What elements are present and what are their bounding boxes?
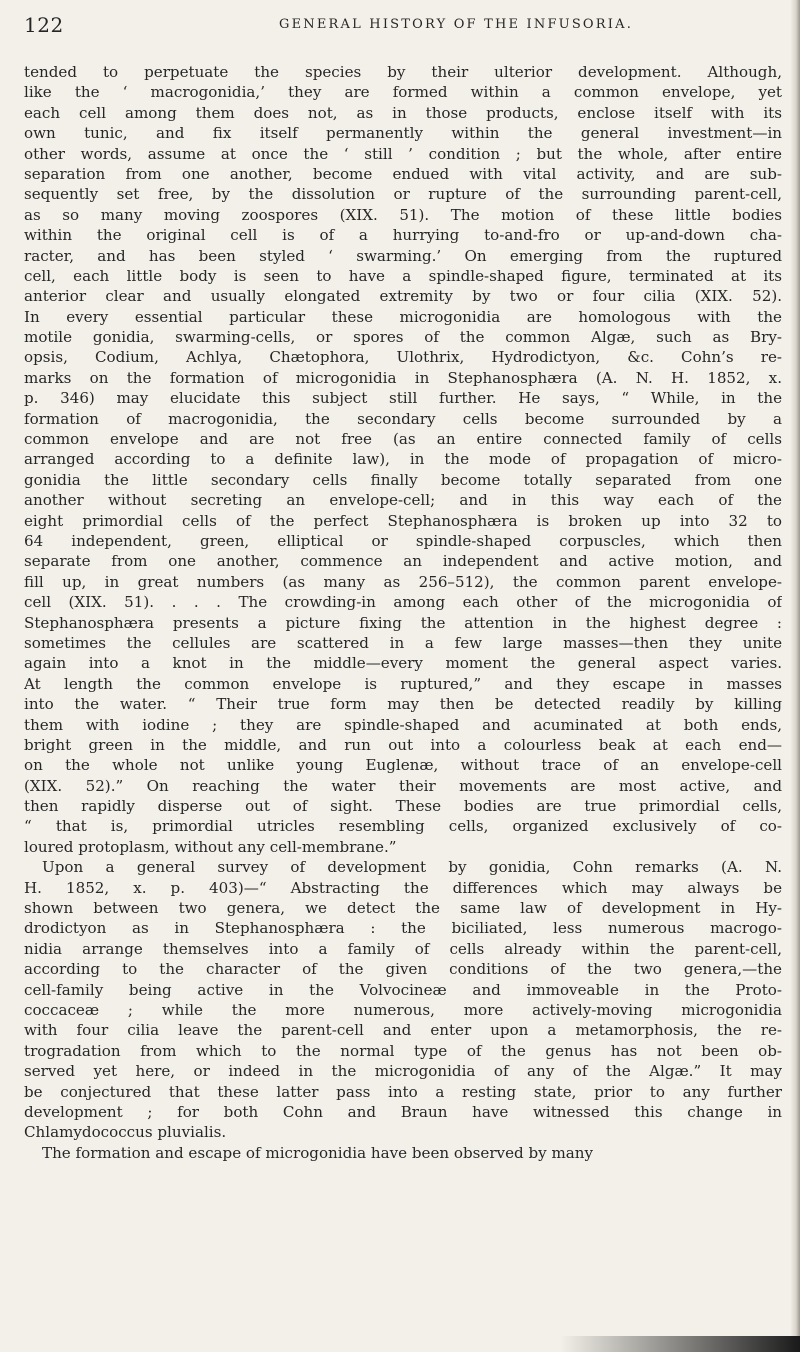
text-line: 64 independent, green, elliptical or spindle-shaped corpuscles, which then [24,531,782,550]
text-line: be conjectured that these latter pass into a resting state, prior to any further [24,1082,782,1101]
text-line: Upon a general survey of development by gonidia, Cohn remarks (A. N. [42,858,782,877]
text-line: Stephanosphæra presents a picture fixing the attention in the highest degree : [24,613,782,632]
text-line: anterior clear and usually elongated extremity by two or four cilia (XIX. 52). [24,287,782,306]
text-line: like the ‘ macrogonidia,’ they are formed within a common envelope, yet [24,83,782,102]
text-line: each cell among them does not, as in those products, enclose itself with its [24,103,782,122]
text-line: marks on the formation of microgonidia in Stephanosphæra (A. N. H. 1852, x. [24,368,782,387]
text-line: bright green in the middle, and run out into a colourless beak at each end— [24,735,782,754]
text-line: cell-family being active in the Volvocineæ and immoveable in the Proto- [24,980,782,999]
page-edge [790,0,800,1352]
page-shadow [560,1336,800,1352]
text-line: trogradation from which to the normal type of the genus has not been ob- [24,1041,782,1060]
text-line: At length the common envelope is ruptured,” and they escape in masses [24,674,782,693]
text-line: arranged according to a definite law), in the mode of propagation of micro- [24,450,782,469]
text-line: sometimes the cellules are scattered in a few large masses—then they unite [24,633,782,652]
text-line: shown between two genera, we detect the same law of development in Hy- [24,899,782,918]
text-line: motile gonidia, swarming-cells, or spores of the common Algæ, such as Bry- [24,328,782,347]
text-line: again into a knot in the middle—every moment the general aspect varies. [24,654,782,673]
text-line: with four cilia leave the parent-cell and enter upon a metamorphosis, the re- [24,1021,782,1040]
text-line: fill up, in great numbers (as many as 256–512), the common parent envelope- [24,572,782,591]
text-line: cell (XIX. 51). . . . The crowding-in among each other of the microgonidia of [24,593,782,612]
text-line: separation from one another, become endued with vital activity, and are sub- [24,164,782,183]
text-line: Chlamydococcus pluvialis. [24,1123,227,1142]
text-line: coccaceæ ; while the more numerous, more actively-moving microgonidia [24,1000,782,1019]
text-line: formation of macrogonidia, the secondary cells become surrounded by a [24,409,782,428]
text-line: tended to perpetuate the species by their ulterior development. Although, [24,63,782,81]
text-line: “ that is, primordial utricles resembling cells, organized exclusively of co- [24,817,782,836]
page-number: 122 [24,13,64,37]
text-line: another without secreting an envelope-cell; and in this way each of the [24,491,782,510]
text-line: nidia arrange themselves into a family of cells already within the parent-cell, [24,939,782,958]
text-line: development ; for both Cohn and Braun have witnessed this change in [24,1102,782,1121]
text-line: into the water. “ Their true form may then be detected readily by killing [24,695,782,714]
text-line: drodictyon as in Stephanosphæra : the biciliated, less numerous macrogo- [24,919,782,938]
running-title: GENERAL HISTORY OF THE INFUSORIA. [279,17,634,32]
text-line: sequently set free, by the dissolution or rupture of the surrounding parent-cell, [24,185,782,204]
text-line: loured protoplasm, without any cell-membrane.” [24,837,397,856]
text-line: on the whole not unlike young Euglenæ, without trace of an envelope-cell [24,756,782,775]
text-line: H. 1852, x. p. 403)—“ Abstracting the differences which may always be [24,878,782,897]
text-line: cell, each little body is seen to have a spindle-shaped figure, terminated at its [24,266,782,285]
text-line: other words, assume at once the ‘ still ’ condition ; but the whole, after entire [24,144,782,163]
text-line: The formation and escape of microgonidia have been observed by many [42,1143,594,1162]
text-line: gonidia the little secondary cells finally become totally separated from one [24,470,782,489]
text-line: them with iodine ; they are spindle-shaped and acuminated at both ends, [24,715,782,734]
text-line: as so many moving zoospores (XIX. 51). The motion of these little bodies [24,205,782,224]
text-line: according to the character of the given conditions of the two genera,—the [24,960,782,979]
text-line: served yet here, or indeed in the microgonidia of any of the Algæ.” It may [24,1062,782,1081]
body-text [24,62,782,1163]
page-header [24,13,784,37]
text-line: p. 346) may elucidate this subject still further. He says, “ While, in the [24,389,782,408]
text-line: common envelope and are not free (as an entire connected family of cells [24,430,782,449]
text-line: then rapidly disperse out of sight. These bodies are true primordial cells, [24,797,782,816]
text-line: (XIX. 52).” On reaching the water their movements are most active, and [24,776,782,795]
text-line: opsis, Codium, Achlya, Chætophora, Ulothrix, Hydrodictyon, &c. Cohn’s re- [24,348,782,367]
text-line: own tunic, and fix itself permanently within the general investment—in [24,124,782,143]
text-line: racter, and has been styled ‘ swarming.’ On emerging from the ruptured [24,246,782,265]
text-line: within the original cell is of a hurrying to-and-fro or up-and-down cha- [24,226,782,245]
text-line: In every essential particular these microgonidia are homologous with the [24,307,782,326]
text-line: eight primordial cells of the perfect Stephanosphæra is broken up into 32 to [24,511,782,530]
text-line: separate from one another, commence an independent and active motion, and [24,552,782,571]
